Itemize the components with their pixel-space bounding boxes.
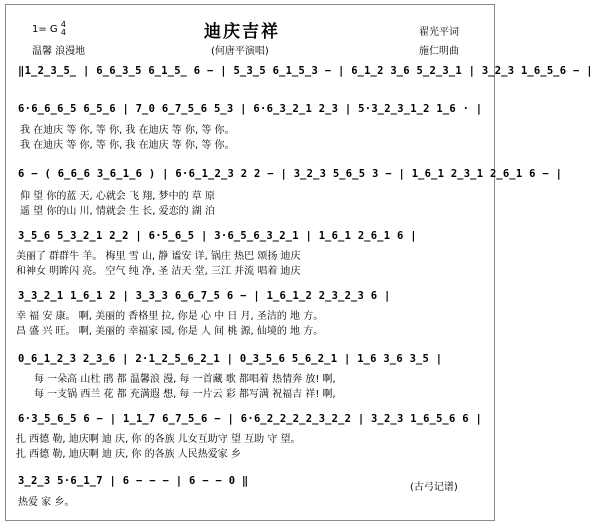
song-title: 迪庆吉祥	[204, 22, 280, 42]
lyric-line-7a: 扎 西德 勒, 迪庆啊 迪 庆, 你 的各族 儿女互助守 望 互助 守 望。	[16, 434, 301, 445]
score-sheet	[5, 4, 593, 521]
performer-note: (何唐平演唱)	[211, 46, 269, 57]
lyric-line-6a: 每 一朵高 山杜 鹃 都 温馨浪 漫, 每 一首藏 歌 都唱着 热情奔 放! 啊,	[34, 374, 336, 385]
lyric-line-8a: 热爱 家 乡。	[18, 497, 75, 508]
lyric-line-7b: 扎 西德 勒, 迪庆啊 迪 庆, 你 的各族 人民热爱家 乡	[16, 449, 241, 460]
lyric-line-4b: 和神女 明眸闪 亮。 空气 纯 净, 圣 洁天 堂, 三江 并流 唱着 迪庆	[16, 266, 301, 277]
lyric-line-6b: 每 一支锅 西兰 花 都 充满遐 想, 每 一片云 彩 都写满 祝福吉 祥! 啊,	[34, 389, 336, 400]
notation-line-3: 6 − ( 6̲6̲6 3̲6̲1̲6 ) | 6·6̲1̲2̲3 2 2 − | 3̲2̲3 5̲6̲5 3 − | 1̲6̲1 2̲3̲1 2̲6̲1 6 − |	[18, 168, 563, 180]
notation-line-4: 3̲5̲6 5̲3̲2̲1 2̲2 | 6·5̲6̲5 | 3·6̲5̲6̲3̲2̲1 | 1̲6̲1 2̲6̲1 6 |	[18, 230, 417, 242]
tempo-marking: 温馨 浪漫地	[32, 46, 86, 57]
lyric-line-2a: 我 在迪庆 等 你, 等 你, 我 在迪庆 等 你, 等 你。	[20, 125, 235, 136]
composer: 施仁明曲	[419, 46, 459, 57]
transcriber-note: (古弓记谱)	[410, 482, 458, 493]
lyric-line-5a: 幸 福 安 康。 啊, 美丽的 香格里 拉, 你是 心 中 日 月, 圣洁的 地 方。	[16, 311, 324, 322]
lyric-line-4a: 美丽了 群群牛 羊。 梅里 雪 山, 静 谧安 详, 锅庄 热巴 颂扬 迪庆	[16, 251, 301, 262]
notation-line-2: 6·6̲6̲6̲5 6̲5̲6 | 7̲0 6̲7̲5̲6 5̲3 | 6·6̲3̲2̲1 2̲3 | 5·3̲2̲3̲1̲2 1̲6 · |	[18, 103, 483, 115]
key-signature: 1= G 4 4	[32, 20, 66, 37]
lyric-line-3b: 遥 望 你的山 川, 情就会 生 长, 爱恋的 湖 泊	[20, 206, 215, 217]
lyric-line-2b: 我 在迪庆 等 你, 等 你, 我 在迪庆 等 你, 等 你。	[20, 140, 235, 151]
notation-line-6: 0̲6̲1̲2̲3 2̲3̲6 | 2·1̲2̲5̲6̲2̲1 | 0̲3̲5̲6 5̲6̲2̲1 | 1̲6 3̲6 3̲5 |	[18, 353, 443, 365]
lyric-line-5b: 昌 盛 兴 旺。 啊, 美丽的 幸福家 园, 你是 人 间 桃 源, 仙境的 地 方。	[16, 326, 324, 337]
notation-line-7: 6·3̲5̲6̲5 6 − | 1̲1̲7 6̲7̲5̲6 − | 6·6̲2̲2̲2̲2̲3̲2̲2 | 3̲2̲3 1̲6̲5̲6 6 |	[18, 413, 483, 425]
time-signature: 4 4	[60, 20, 66, 37]
notation-line-5: 3̲3̲2̲1 1̲6̲1 2 | 3̲3̲3 6̲6̲7̲5 6 − | 1̲6̲1̲2 2̲3̲2̲3 6 |	[18, 290, 391, 302]
lyricist: 翟光平词	[419, 27, 459, 38]
notation-line-8: 3̲2̲3 5·6̲1̲7 | 6 − − − | 6 − − 0 ‖	[18, 475, 249, 487]
notation-line-1: ‖1̲2̲3̲5̲ | 6̲6̲3̲5 6̲1̲5̲ 6 − | 5̲3̲5 6̲1̲5̲3 − | 6̲1̲2 3̲6 5̲2̲3̲1 | 3̲2̲3 1̲6̲5̲6 − |	[18, 65, 593, 77]
lyric-line-3a: 仰 望 你的蓝 天, 心就会 飞 翔, 梦中的 草 原	[20, 191, 215, 202]
